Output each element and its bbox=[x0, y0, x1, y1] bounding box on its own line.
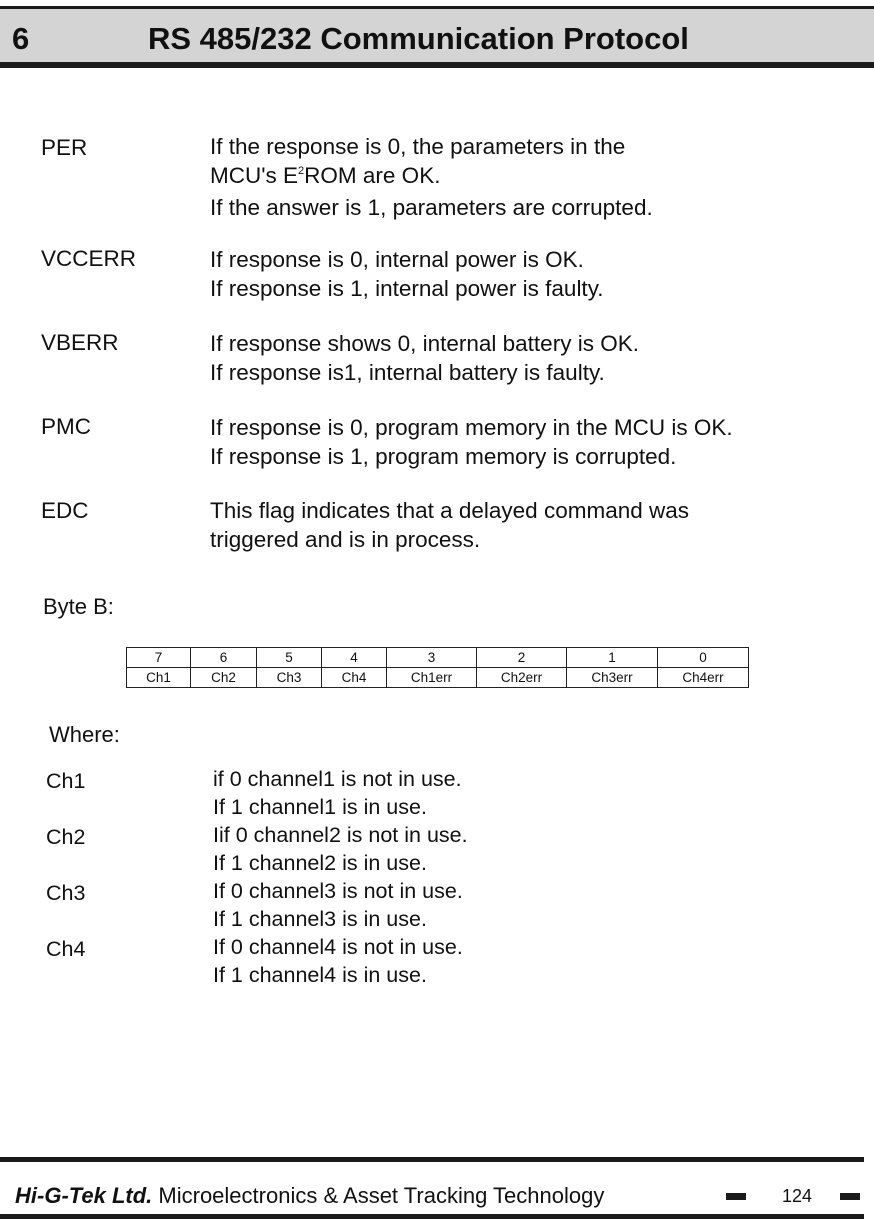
bit-name-cell: Ch4 bbox=[322, 668, 387, 688]
flag-desc-vccerr: If response is 0, internal power is OK. If response is 1, internal power is faulty. bbox=[210, 247, 604, 301]
chapter-number: 6 bbox=[12, 21, 30, 56]
bit-name-cell: Ch3err bbox=[567, 668, 658, 688]
bit-name-cell: Ch1err bbox=[387, 668, 477, 688]
bit-cell: 5 bbox=[257, 648, 322, 668]
footer-right-dash bbox=[840, 1193, 860, 1200]
bit-name-cell: Ch2err bbox=[477, 668, 567, 688]
channel-desc-ch4: If 0 channel4 is not in use. If 1 channel4 is in use. bbox=[213, 935, 463, 987]
byte-b-label: Byte B: bbox=[43, 594, 114, 619]
channel-term-ch4: Ch4 bbox=[46, 937, 86, 961]
channel-desc-ch1: if 0 channel1 is not in use. If 1 channel1 is in use. bbox=[213, 767, 462, 819]
flag-term-vccerr: VCCERR bbox=[41, 246, 137, 271]
flag-desc-edc: This flag indicates that a delayed command was triggered and is in process. bbox=[210, 498, 690, 552]
company-name: Hi-G-Tek Ltd. bbox=[15, 1183, 153, 1208]
bit-name-row bbox=[127, 668, 749, 688]
flag-desc-per: If the response is 0, the parameters in the MCU's $E^2ROM$ are OK. If the answer is 1, parameters are corrupted. bbox=[210, 134, 653, 220]
bit-cell: 7 bbox=[127, 648, 191, 668]
flag-term-edc: EDC bbox=[41, 498, 89, 523]
bit-name-cell: Ch2 bbox=[191, 668, 257, 688]
channel-term-ch2: Ch2 bbox=[46, 825, 86, 849]
bit-cell: 1 bbox=[567, 648, 658, 668]
flag-desc-pmc: If response is 0, program memory in the MCU is OK. If response is 1, program memory is corrupted. bbox=[210, 415, 733, 469]
bit-cell: 2 bbox=[477, 648, 567, 668]
bit-name-cell: Ch1 bbox=[127, 668, 191, 688]
flag-desc-vberr: If response shows 0, internal battery is OK. If response is1, internal battery is faulty. bbox=[210, 331, 639, 385]
company-tagline: Microelectronics & Asset Tracking Technology bbox=[152, 1183, 605, 1208]
byte-b-bit-table bbox=[126, 647, 749, 688]
channel-term-ch1: Ch1 bbox=[46, 769, 86, 793]
channel-term-ch3: Ch3 bbox=[46, 881, 86, 905]
page-footer bbox=[0, 1157, 864, 1219]
where-label: Where: bbox=[49, 722, 120, 747]
channel-desc-ch3: If 0 channel3 is not in use. If 1 channel3 is in use. bbox=[213, 879, 463, 931]
bit-cell: 4 bbox=[322, 648, 387, 668]
chapter-header bbox=[0, 6, 874, 68]
footer-company bbox=[15, 1183, 604, 1209]
footer-left-dash bbox=[726, 1193, 746, 1200]
bit-cell: 0 bbox=[658, 648, 749, 668]
bit-name-cell: Ch3 bbox=[257, 668, 322, 688]
page-number: 124 bbox=[782, 1186, 813, 1206]
flag-term-vberr: VBERR bbox=[41, 330, 119, 355]
chapter-title: RS 485/232 Communication Protocol bbox=[148, 21, 689, 56]
flag-term-pmc: PMC bbox=[41, 414, 91, 439]
flag-term-per: PER bbox=[41, 135, 88, 160]
channel-desc-ch2: Iif 0 channel2 is not in use. If 1 channel2 is in use. bbox=[213, 823, 468, 875]
bit-cell: 3 bbox=[387, 648, 477, 668]
bit-cell: 6 bbox=[191, 648, 257, 668]
bit-number-row bbox=[127, 648, 749, 668]
bit-name-cell: Ch4err bbox=[658, 668, 749, 688]
